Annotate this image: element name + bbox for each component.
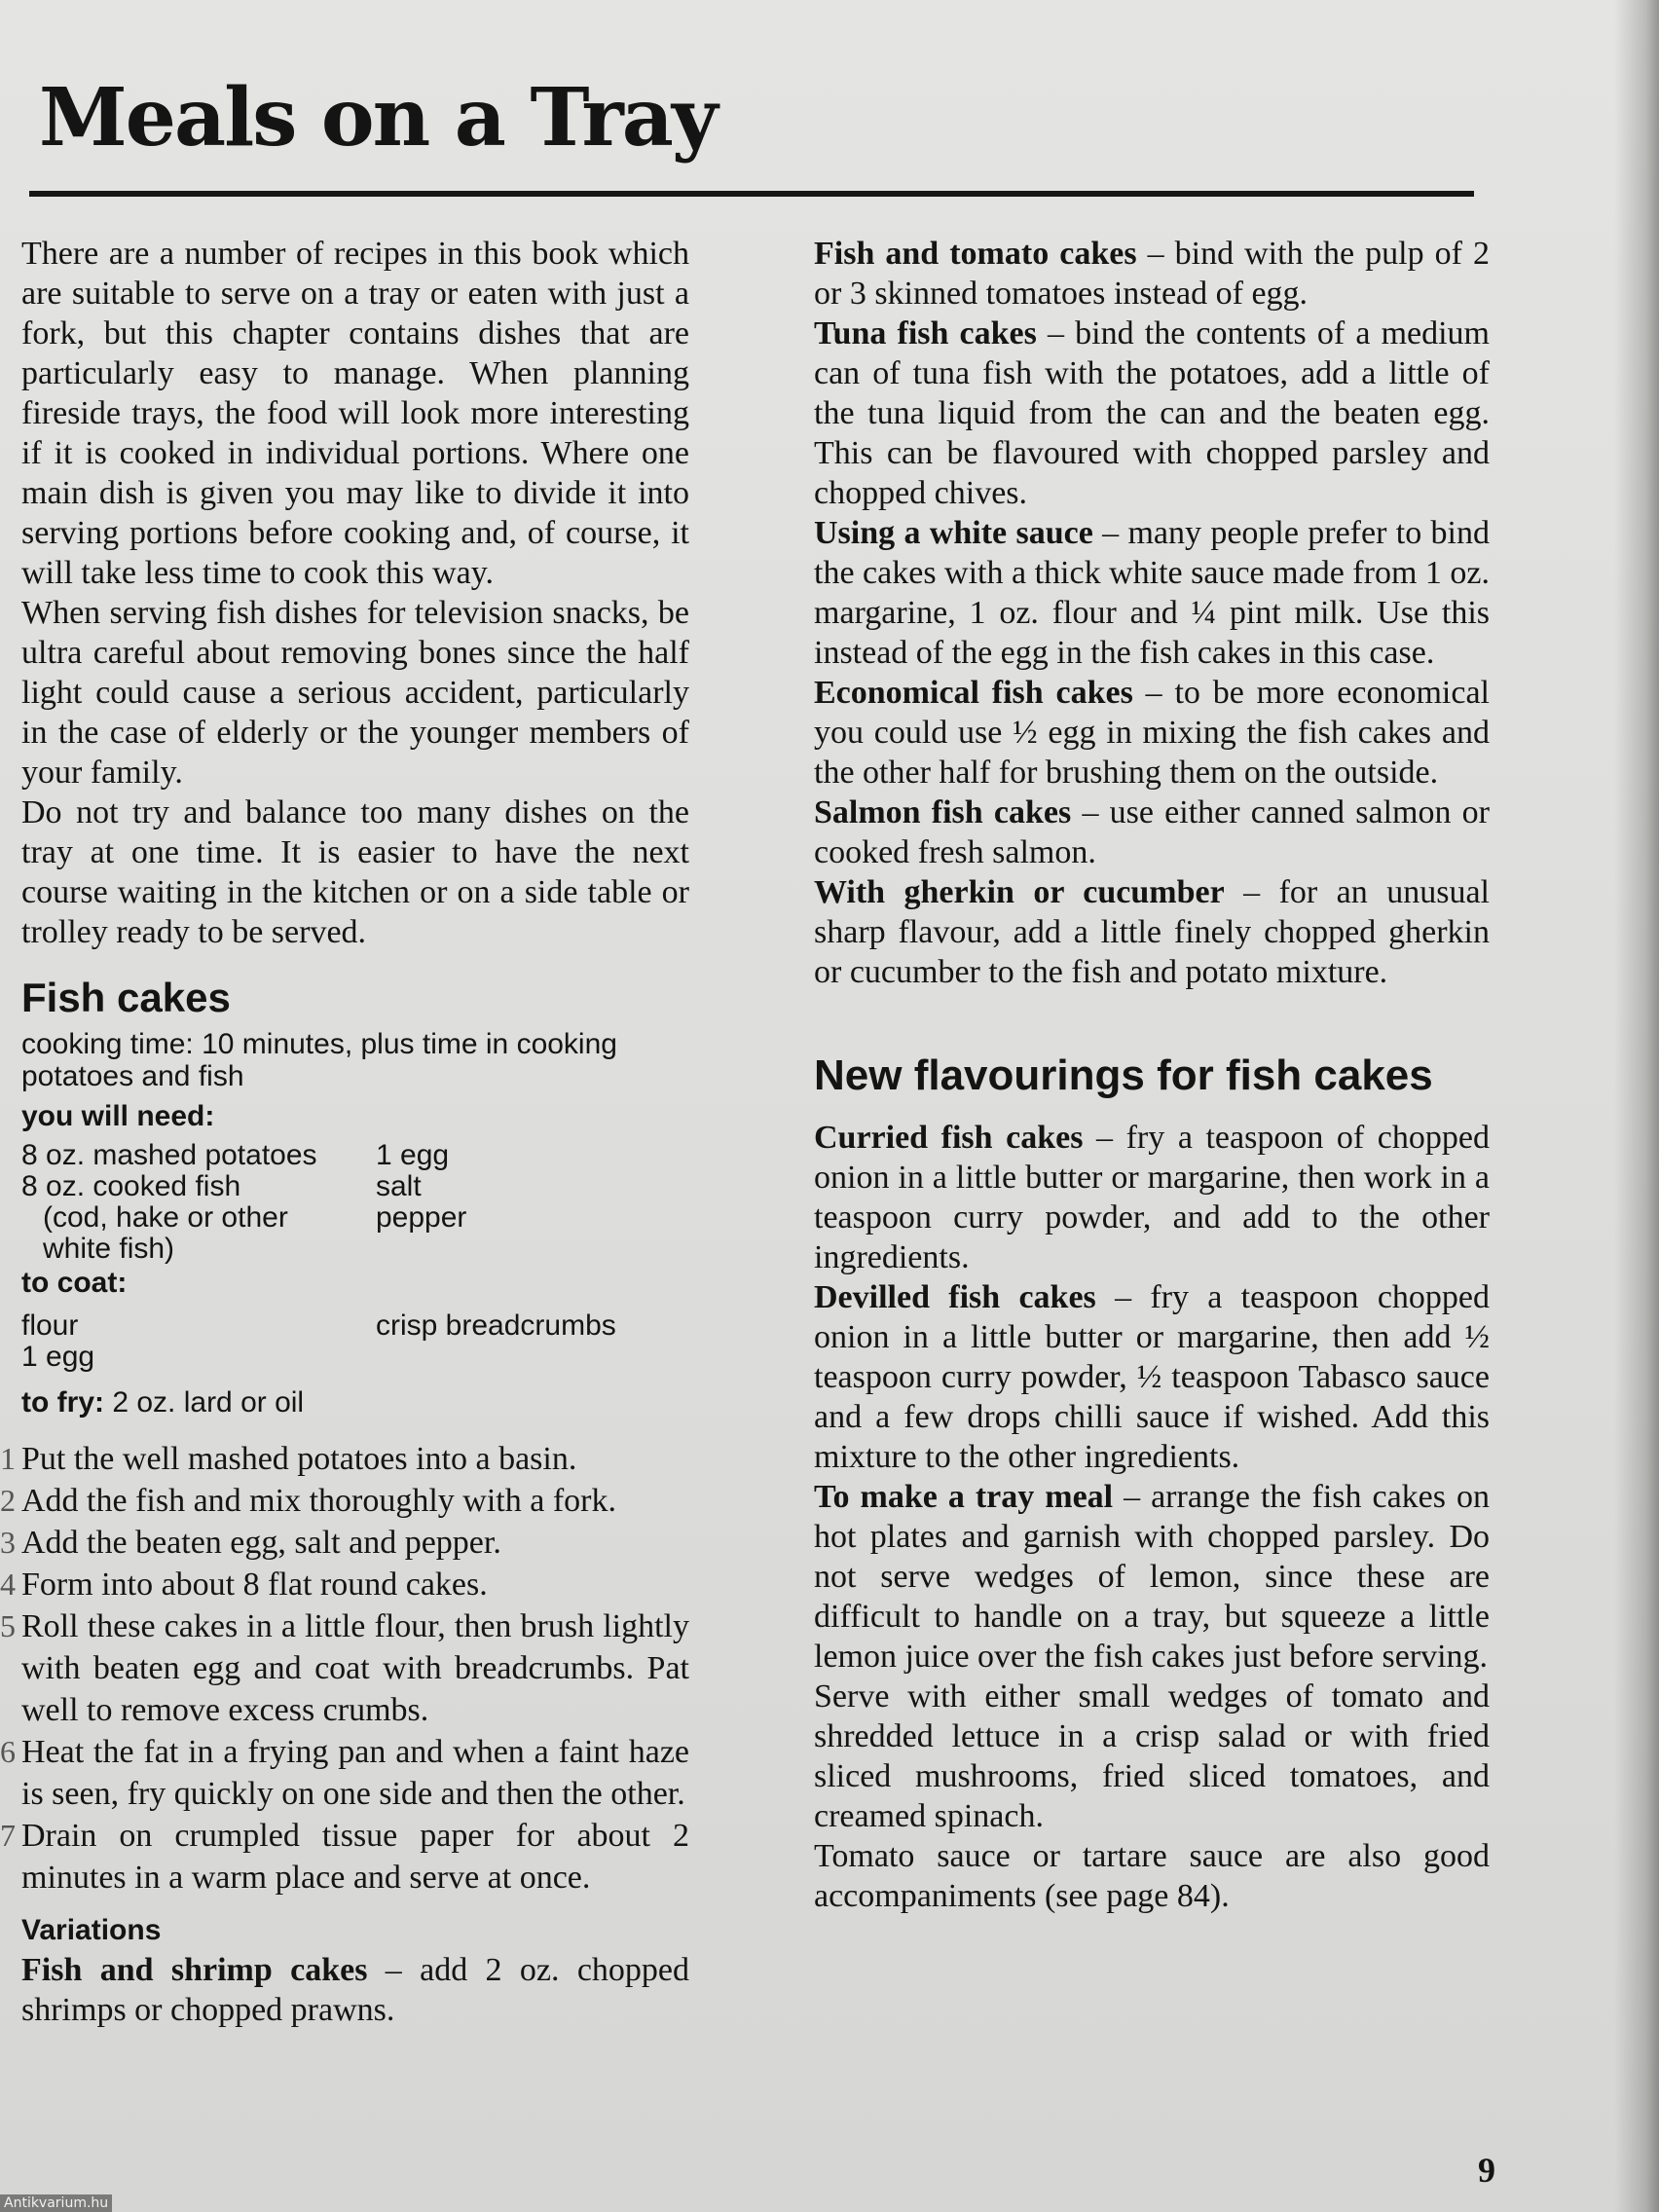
variation-text: – bind with the pulp of 2 or 3 skinned tomatoes instead of egg. — [814, 236, 1490, 312]
step-number: 3 — [0, 1525, 16, 1561]
method-step — [0, 1438, 689, 1480]
flavouring-text: – arrange the fish cakes on hot plates and garnish with chopped parsley. Do not serve wedges of lemon, since these are difficult to handle on a tray, but squeeze a little lemon juice over the fish cakes just before serving. — [814, 1478, 1490, 1675]
step-text: Add the beaten egg, salt and pepper. — [21, 1525, 501, 1562]
closing-paragraph: Tomato sauce or tartare sauce are also good accompaniments (see page 84). — [814, 1837, 1490, 1914]
variation-paragraph — [814, 673, 1490, 793]
step-number: 7 — [0, 1818, 16, 1854]
to-coat-label: to coat: — [21, 1267, 128, 1300]
cooking-time: cooking time: 10 minutes, plus time in cooking potatoes and fish — [21, 1028, 617, 1093]
to-fry-line — [21, 1386, 689, 1419]
variation-paragraph — [21, 1950, 689, 2030]
ingredient-item: white fish) — [43, 1233, 175, 1266]
variations-label: Variations — [21, 1914, 162, 1947]
method-step — [0, 1522, 689, 1564]
variation-paragraph — [814, 313, 1490, 513]
page-edge-shadow — [1614, 0, 1659, 2212]
closing-paragraph: Serve with either small wedges of tomato and shredded lettuce in a crisp salad or with fried sliced mushrooms, fried sliced tomatoes, and creamed spinach. — [814, 1677, 1490, 1834]
method-step — [0, 1815, 689, 1899]
intro-paragraph-1: There are a number of recipes in this book which are suitable to serve on a tray or eaten with just a fork, but this chapter contains dishes that are particularly easy to manage. When planning fireside trays, the food will look more interesting if it is cooked in individual portions. Where one main dish is given you may like to divide it into serving portions before cooking and, of course, it will take less time to cook this way. — [21, 236, 689, 591]
step-number: 1 — [0, 1441, 16, 1477]
variation-name: Using a white sauce — [814, 515, 1093, 551]
step-text: Drain on crumpled tissue paper for about 2 minutes in a warm place and serve at once. — [21, 1818, 689, 1897]
step-number: 5 — [0, 1608, 16, 1644]
ingredient-item: 8 oz. mashed potatoes — [21, 1139, 317, 1172]
step-number: 2 — [0, 1483, 16, 1519]
step-text: Add the fish and mix thoroughly with a fork. — [21, 1483, 616, 1520]
recipe-title: Fish cakes — [21, 975, 231, 1020]
intro-paragraph-2: When serving fish dishes for television snacks, be ultra careful about removing bones since the half light could cause a serious accident, particularly in the case of elderly or the younger members of your family. — [21, 595, 689, 791]
variation-paragraph — [814, 872, 1490, 992]
method-step — [0, 1605, 689, 1731]
flavouring-paragraph — [814, 1118, 1490, 1277]
variation-name: Salmon fish cakes — [814, 794, 1072, 830]
intro-paragraph-3: Do not try and balance too many dishes on the tray at one time. It is easier to have the next course waiting in the kitchen or on a side table or trolley ready to be served. — [21, 794, 689, 950]
step-number: 4 — [0, 1567, 16, 1603]
flavouring-name: To make a tray meal — [814, 1478, 1114, 1515]
variation-paragraph — [814, 234, 1490, 313]
method-step — [0, 1731, 689, 1815]
variation-text: – to be more economical you could use ½ egg in mixing the fish cakes and the other half for brushing them on the outside. — [814, 675, 1490, 791]
you-will-need-label: you will need: — [21, 1100, 215, 1133]
flavouring-name: Devilled fish cakes — [814, 1278, 1096, 1315]
flavouring-text: – fry a teaspoon of chopped onion in a little butter or margarine, then work in a teaspoon curry powder, and add to the other ingredients. — [814, 1119, 1490, 1275]
variation-name: Fish and tomato cakes — [814, 236, 1137, 272]
watermark: Antikvarium.hu — [0, 2194, 112, 2212]
variation-name: Tuna fish cakes — [814, 315, 1037, 351]
variation-name: Economical fish cakes — [814, 675, 1133, 711]
method-step — [0, 1564, 689, 1605]
flavouring-paragraph — [814, 1277, 1490, 1477]
ingredients-list — [21, 1140, 689, 1265]
variation-paragraph — [814, 793, 1490, 872]
left-column — [0, 234, 689, 2030]
ingredient-item: (cod, hake or other — [43, 1201, 288, 1235]
to-fry-label: to fry: — [21, 1386, 104, 1419]
coating-item: 1 egg — [21, 1341, 95, 1374]
variation-text: – many people prefer to bind the cakes with a thick white sauce made from 1 oz. margarine, 1 oz. flour and ¼ pint milk. Use this instead of the egg in the fish cakes in this case. — [814, 515, 1490, 671]
new-flavourings-title: New flavourings for fish cakes — [814, 1051, 1433, 1099]
variation-text: – for an unusual sharp flavour, add a little finely chopped gherkin or cucumber to the fish and potato mixture. — [814, 874, 1490, 990]
flavouring-name: Curried fish cakes — [814, 1119, 1084, 1156]
coating-item: crisp breadcrumbs — [376, 1309, 616, 1343]
method-steps — [0, 1438, 689, 1899]
ingredient-item: 1 egg — [376, 1139, 450, 1172]
step-text: Heat the fat in a frying pan and when a faint haze is seen, fry quickly on one side and then the other. — [21, 1734, 689, 1813]
ingredient-item: salt — [376, 1170, 422, 1203]
title-rule — [29, 191, 1474, 197]
variation-paragraph — [814, 513, 1490, 673]
method-step — [0, 1480, 689, 1522]
ingredient-item: pepper — [376, 1201, 467, 1235]
variation-text: – bind the contents of a medium can of tuna fish with the potatoes, add a little of the tuna liquid from the can and the beaten egg. This can be flavoured with chopped parsley and chopped chives. — [814, 315, 1490, 511]
step-text: Roll these cakes in a little flour, then brush lightly with beaten egg and coat with breadcrumbs. Pat well to remove excess crumbs. — [21, 1608, 689, 1729]
right-column — [814, 234, 1490, 1916]
step-number: 6 — [0, 1734, 16, 1770]
to-fry-value: 2 oz. lard or oil — [112, 1386, 305, 1419]
flavouring-paragraph — [814, 1477, 1490, 1677]
flavouring-text: – fry a teaspoon chopped onion in a little butter or margarine, then add ½ teaspoon curry powder, ½ teaspoon Tabasco sauce and a few drops chilli sauce if wished. Add this mixture to the other ingredients. — [814, 1278, 1491, 1475]
variation-name: With gherkin or cucumber — [814, 874, 1225, 910]
ingredient-item: 8 oz. cooked fish — [21, 1170, 241, 1203]
variation-text: – add 2 oz. chopped shrimps or chopped prawns. — [21, 1952, 689, 2029]
coating-list — [21, 1310, 689, 1373]
variation-name: Fish and shrimp cakes — [21, 1952, 368, 1989]
page-number: 9 — [1478, 2151, 1495, 2190]
step-text: Put the well mashed potatoes into a basin. — [21, 1441, 577, 1478]
page-title: Meals on a Tray — [39, 71, 717, 165]
variation-text: – use either canned salmon or cooked fresh salmon. — [814, 794, 1490, 870]
coating-item: flour — [21, 1309, 79, 1343]
step-text: Form into about 8 flat round cakes. — [21, 1567, 488, 1604]
